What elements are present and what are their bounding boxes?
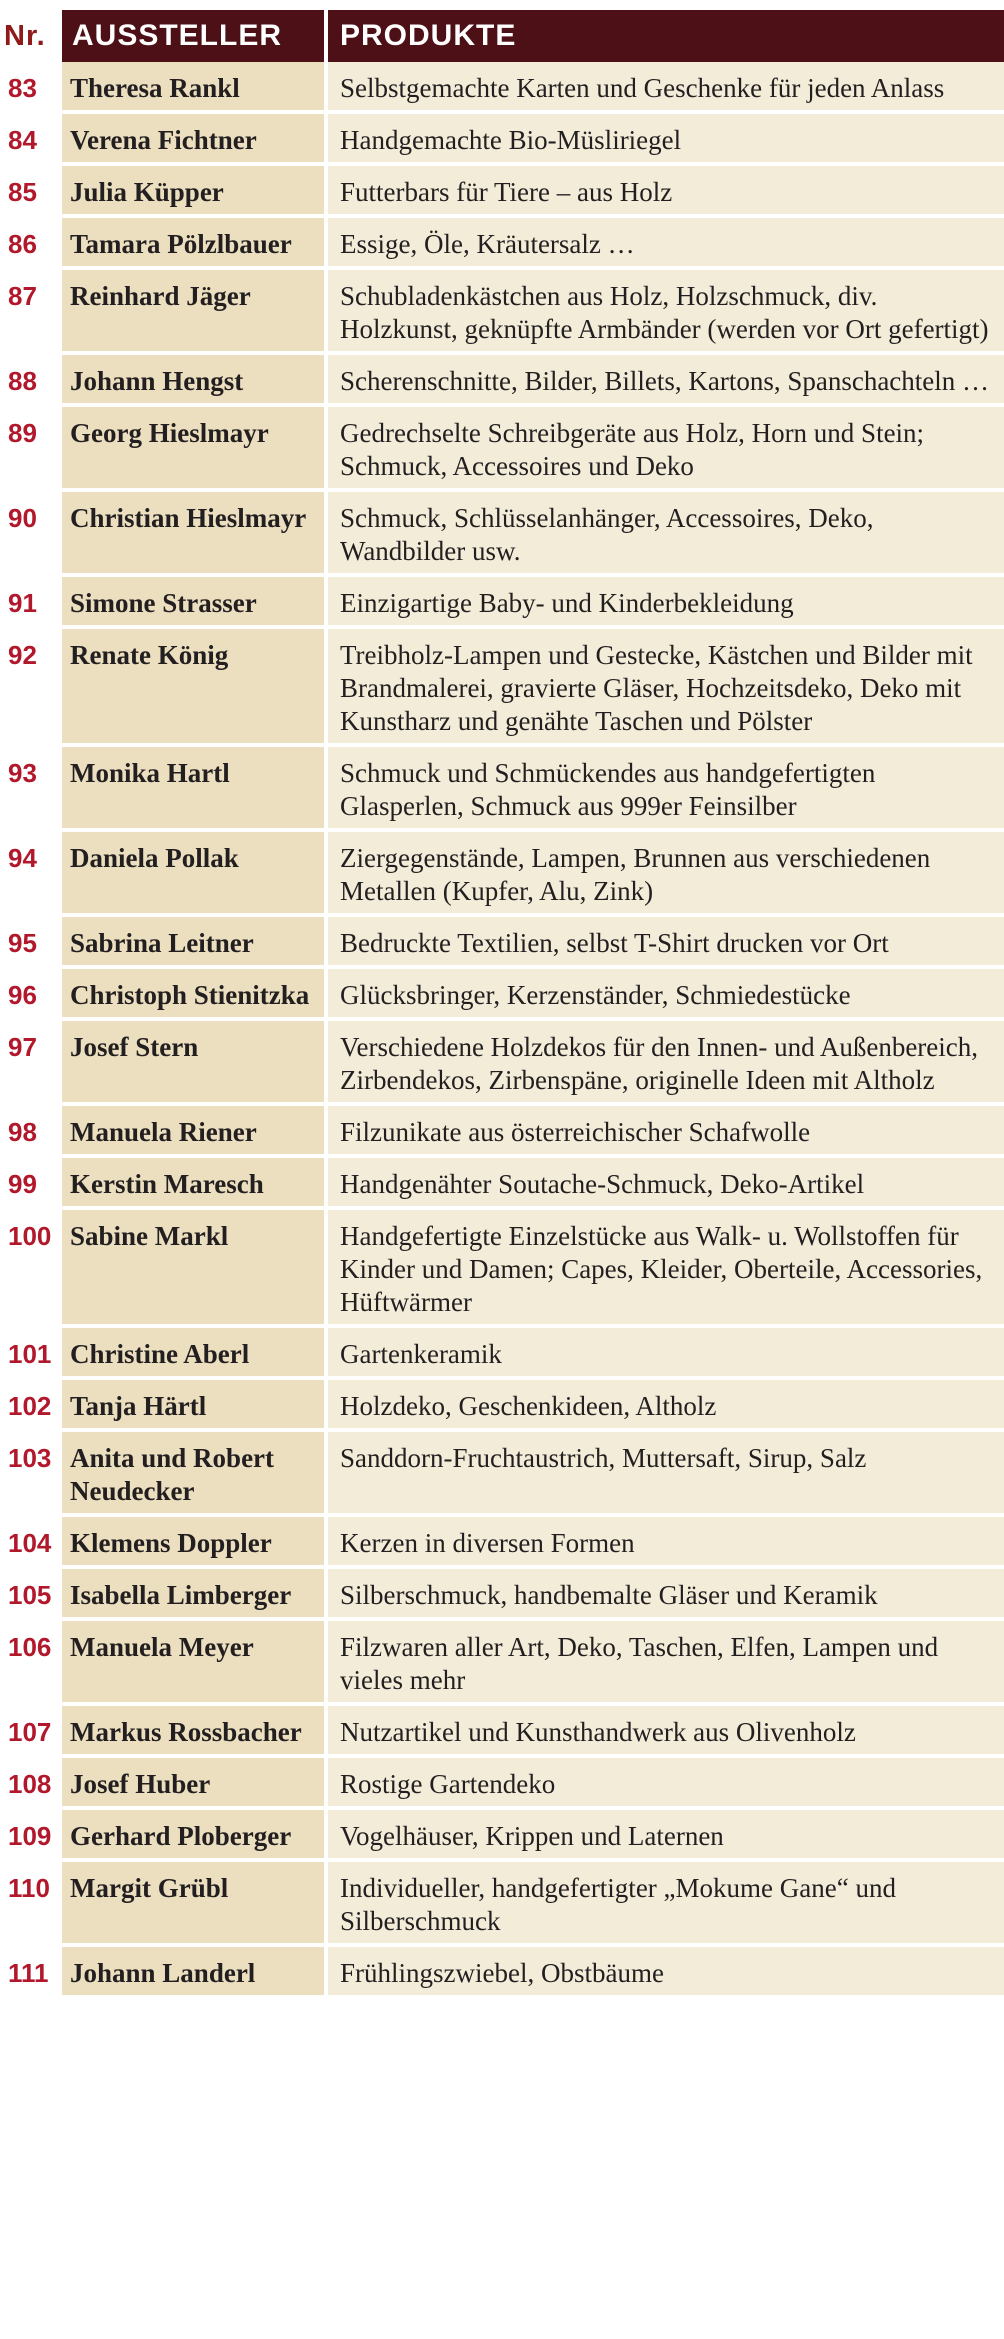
table-row [0, 1106, 1004, 1158]
table-row [0, 1569, 1004, 1621]
exhibitor-table [0, 10, 1004, 1999]
product-description: Handgefertigte Einzelstücke aus Walk- u. Wollstoffen für Kinder und Damen; Capes, Kleider, Oberteile, Accessories, Hüftwärmer [328, 1210, 1004, 1328]
table-row [0, 577, 1004, 629]
table-row [0, 1158, 1004, 1210]
row-number: 96 [0, 969, 62, 1021]
row-number: 103 [0, 1432, 62, 1517]
row-number: 110 [0, 1862, 62, 1947]
table-row [0, 747, 1004, 832]
row-number: 94 [0, 832, 62, 917]
row-number: 84 [0, 114, 62, 166]
table-row [0, 1021, 1004, 1106]
table-header-row [0, 10, 1004, 62]
product-description: Nutzartikel und Kunsthandwerk aus Olivenholz [328, 1706, 1004, 1758]
product-description: Schmuck und Schmückendes aus handgefertigten Glasperlen, Schmuck aus 999er Feinsilber [328, 747, 1004, 832]
table-row [0, 114, 1004, 166]
exhibitor-name: Sabrina Leitner [62, 917, 328, 969]
exhibitor-name: Verena Fichtner [62, 114, 328, 166]
header-products: PRODUKTE [328, 10, 1004, 62]
table-row [0, 407, 1004, 492]
table-row [0, 969, 1004, 1021]
table-row [0, 218, 1004, 270]
exhibitor-name: Markus Rossbacher [62, 1706, 328, 1758]
product-description: Bedruckte Textilien, selbst T-Shirt drucken vor Ort [328, 917, 1004, 969]
row-number: 93 [0, 747, 62, 832]
row-number: 92 [0, 629, 62, 747]
product-description: Ziergegenstände, Lampen, Brunnen aus verschiedenen Metallen (Kupfer, Alu, Zink) [328, 832, 1004, 917]
exhibitor-name: Monika Hartl [62, 747, 328, 832]
exhibitor-name: Johann Hengst [62, 355, 328, 407]
table-row [0, 1380, 1004, 1432]
product-description: Schmuck, Schlüsselanhänger, Accessoires, Deko, Wandbilder usw. [328, 492, 1004, 577]
table-row [0, 832, 1004, 917]
exhibitor-name: Johann Landerl [62, 1947, 328, 1999]
product-description: Holzdeko, Geschenkideen, Altholz [328, 1380, 1004, 1432]
row-number: 88 [0, 355, 62, 407]
exhibitor-name: Georg Hieslmayr [62, 407, 328, 492]
row-number: 105 [0, 1569, 62, 1621]
table-row [0, 1862, 1004, 1947]
product-description: Vogelhäuser, Krippen und Laternen [328, 1810, 1004, 1862]
product-description: Sanddorn-Fruchtaustrich, Muttersaft, Sirup, Salz [328, 1432, 1004, 1517]
table-row [0, 629, 1004, 747]
table-row [0, 1621, 1004, 1706]
exhibitor-name: Josef Stern [62, 1021, 328, 1106]
table-row [0, 166, 1004, 218]
row-number: 98 [0, 1106, 62, 1158]
table-row [0, 1328, 1004, 1380]
product-description: Individueller, handgefertigter „Mokume Gane“ und Silberschmuck [328, 1862, 1004, 1947]
product-description: Filzunikate aus österreichischer Schafwolle [328, 1106, 1004, 1158]
product-description: Frühlingszwiebel, Obstbäume [328, 1947, 1004, 1999]
row-number: 87 [0, 270, 62, 355]
product-description: Rostige Gartendeko [328, 1758, 1004, 1810]
exhibitor-name: Gerhard Ploberger [62, 1810, 328, 1862]
exhibitor-name: Margit Grübl [62, 1862, 328, 1947]
exhibitor-name: Klemens Doppler [62, 1517, 328, 1569]
exhibitor-name: Theresa Rankl [62, 62, 328, 114]
table-row [0, 1432, 1004, 1517]
exhibitor-name: Christian Hieslmayr [62, 492, 328, 577]
row-number: 102 [0, 1380, 62, 1432]
table-row [0, 917, 1004, 969]
exhibitor-name: Christine Aberl [62, 1328, 328, 1380]
product-description: Gedrechselte Schreibgeräte aus Holz, Horn und Stein; Schmuck, Accessoires und Deko [328, 407, 1004, 492]
exhibitor-name: Christoph Stienitzka [62, 969, 328, 1021]
product-description: Treibholz-Lampen und Gestecke, Kästchen und Bilder mit Brandmalerei, gravierte Gläser, Hochzeitsdeko, Deko mit Kunstharz und genähte Taschen und Pölster [328, 629, 1004, 747]
product-description: Handgenähter Soutache-Schmuck, Deko-Artikel [328, 1158, 1004, 1210]
row-number: 109 [0, 1810, 62, 1862]
exhibitor-name: Daniela Pollak [62, 832, 328, 917]
product-description: Glücksbringer, Kerzenständer, Schmiedestücke [328, 969, 1004, 1021]
product-description: Selbstgemachte Karten und Geschenke für jeden Anlass [328, 62, 1004, 114]
header-exhibitor: AUSSTELLER [62, 10, 328, 62]
exhibitor-name: Sabine Markl [62, 1210, 328, 1328]
row-number: 91 [0, 577, 62, 629]
table-row [0, 1758, 1004, 1810]
exhibitor-name: Anita und Robert Neudecker [62, 1432, 328, 1517]
row-number: 99 [0, 1158, 62, 1210]
product-description: Futterbars für Tiere – aus Holz [328, 166, 1004, 218]
exhibitor-name: Reinhard Jäger [62, 270, 328, 355]
row-number: 89 [0, 407, 62, 492]
table-row [0, 1517, 1004, 1569]
exhibitor-name: Tanja Härtl [62, 1380, 328, 1432]
row-number: 107 [0, 1706, 62, 1758]
table-row [0, 1810, 1004, 1862]
row-number: 86 [0, 218, 62, 270]
exhibitor-name: Simone Strasser [62, 577, 328, 629]
row-number: 101 [0, 1328, 62, 1380]
product-description: Verschiedene Holzdekos für den Innen- und Außenbereich, Zirbendekos, Zirbenspäne, originelle Ideen mit Altholz [328, 1021, 1004, 1106]
product-description: Einzigartige Baby- und Kinderbekleidung [328, 577, 1004, 629]
product-description: Silberschmuck, handbemalte Gläser und Keramik [328, 1569, 1004, 1621]
exhibitor-name: Tamara Pölzlbauer [62, 218, 328, 270]
product-description: Scherenschnitte, Bilder, Billets, Kartons, Spanschachteln … [328, 355, 1004, 407]
product-description: Kerzen in diversen Formen [328, 1517, 1004, 1569]
table-row [0, 1706, 1004, 1758]
exhibitor-name: Josef Huber [62, 1758, 328, 1810]
exhibitor-name: Renate König [62, 629, 328, 747]
header-nr: Nr. [0, 10, 62, 62]
row-number: 83 [0, 62, 62, 114]
row-number: 85 [0, 166, 62, 218]
table-row [0, 62, 1004, 114]
table-row [0, 1210, 1004, 1328]
table-body [0, 62, 1004, 1999]
row-number: 95 [0, 917, 62, 969]
exhibitor-name: Isabella Limberger [62, 1569, 328, 1621]
exhibitor-name: Manuela Meyer [62, 1621, 328, 1706]
product-description: Schubladenkästchen aus Holz, Holzschmuck, div. Holzkunst, geknüpfte Armbänder (werden vor Ort gefertigt) [328, 270, 1004, 355]
row-number: 97 [0, 1021, 62, 1106]
row-number: 111 [0, 1947, 62, 1999]
exhibitor-name: Kerstin Maresch [62, 1158, 328, 1210]
table-row [0, 270, 1004, 355]
row-number: 106 [0, 1621, 62, 1706]
exhibitor-name: Manuela Riener [62, 1106, 328, 1158]
exhibitor-name: Julia Küpper [62, 166, 328, 218]
table-row [0, 355, 1004, 407]
row-number: 90 [0, 492, 62, 577]
product-description: Filzwaren aller Art, Deko, Taschen, Elfen, Lampen und vieles mehr [328, 1621, 1004, 1706]
row-number: 104 [0, 1517, 62, 1569]
product-description: Essige, Öle, Kräutersalz … [328, 218, 1004, 270]
table-row [0, 1947, 1004, 1999]
row-number: 100 [0, 1210, 62, 1328]
table-row [0, 492, 1004, 577]
row-number: 108 [0, 1758, 62, 1810]
product-description: Handgemachte Bio-Müsliriegel [328, 114, 1004, 166]
product-description: Gartenkeramik [328, 1328, 1004, 1380]
